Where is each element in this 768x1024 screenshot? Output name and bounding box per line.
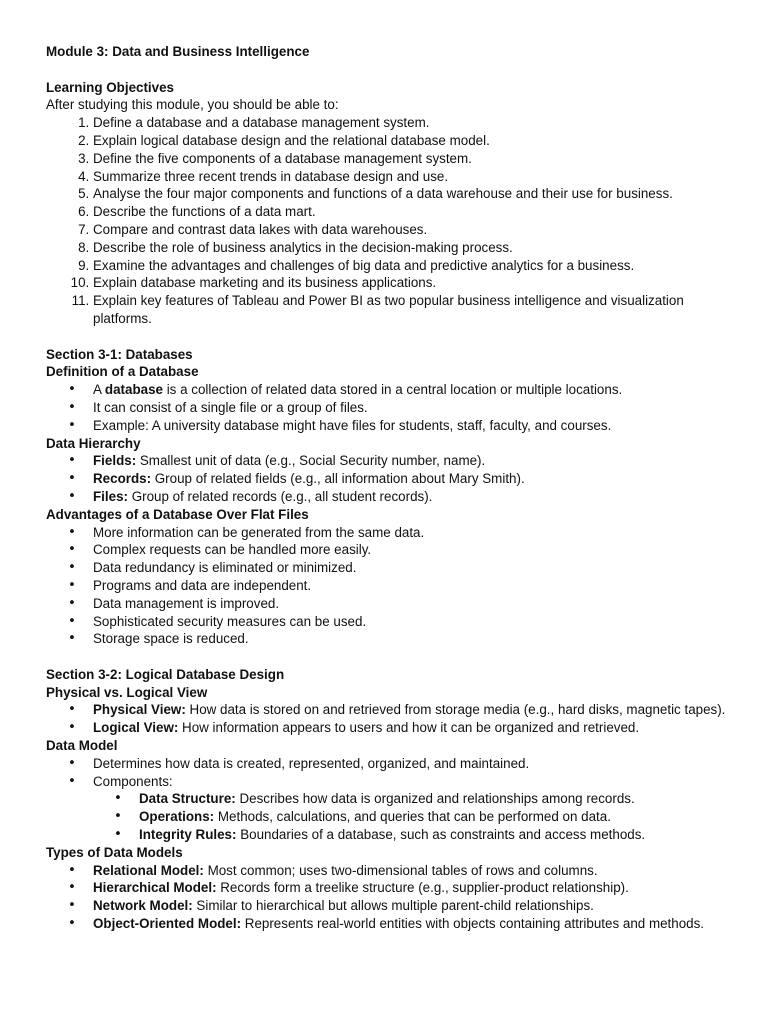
bold-term: Files: (93, 488, 128, 504)
bold-term: Integrity Rules: (139, 827, 237, 843)
list-item: • Example: A university database might have files for students, staff, faculty, and courses. (93, 417, 728, 435)
types-heading: Types of Data Models (46, 844, 183, 860)
text-run: is a collection of related data stored in a central location or multiple locations. (162, 382, 623, 398)
list-item: • More information can be generated from the same data. (93, 524, 728, 542)
advantages-heading: Advantages of a Database Over Flat Files (46, 506, 309, 522)
list-item (139, 826, 728, 844)
objective-item: 2. Explain logical database design and the relational database model. (93, 132, 728, 150)
text-run: Represents real-world entities with objects containing attributes and methods. (241, 916, 705, 932)
module-title: Module 3: Data and Business Intelligence (46, 44, 310, 59)
list-item (139, 790, 728, 808)
hierarchy-heading: Data Hierarchy (46, 435, 141, 451)
bold-term: Physical View: (93, 702, 186, 718)
objective-item: 1. Define a database and a database management system. (93, 114, 728, 132)
list-item (139, 808, 728, 826)
objective-item: 3. Define the five components of a database management system. (93, 150, 728, 168)
text-run: Group of related fields (e.g., all information about Mary Smith). (151, 471, 525, 487)
data-model-heading: Data Model (46, 738, 118, 754)
list-item (93, 488, 728, 506)
bold-term: Data Structure: (139, 791, 236, 807)
objective-item: 11. Explain key features of Tableau and Power BI as two popular business intelligence and visualization platforms. (93, 292, 728, 328)
objective-item: 10. Explain database marketing and its business applications. (93, 274, 728, 292)
spacer (46, 61, 728, 79)
list-item: • Programs and data are independent. (93, 577, 728, 595)
list-item (93, 862, 728, 880)
text-run: How information appears to users and how it can be organized and retrieved. (178, 720, 640, 736)
bold-term: Logical View: (93, 720, 179, 736)
list-item (93, 773, 728, 844)
advantages-list (46, 524, 728, 649)
text-run: Components: (93, 773, 173, 789)
text-run: A (93, 382, 105, 398)
objectives-heading: Learning Objectives (46, 79, 174, 95)
list-item: • Data management is improved. (93, 595, 728, 613)
objective-item: 5. Analyse the four major components and functions of a data warehouse and their use for business. (93, 185, 728, 203)
bold-term: Operations: (139, 809, 215, 825)
components-list (93, 790, 728, 843)
objective-item: 9. Examine the advantages and challenges of big data and predictive analytics for a business. (93, 257, 728, 275)
list-item: • Complex requests can be handled more easily. (93, 541, 728, 559)
objective-item: 6. Describe the functions of a data mart. (93, 203, 728, 221)
text-run: How data is stored on and retrieved from storage media (e.g., hard disks, magnetic tapes). (185, 702, 726, 718)
types-list (46, 862, 728, 933)
objective-item: 7. Compare and contrast data lakes with data warehouses. (93, 221, 728, 239)
data-model-list (46, 755, 728, 844)
spacer (46, 328, 728, 346)
spacer (46, 648, 728, 666)
list-item (93, 897, 728, 915)
objectives-intro: After studying this module, you should be able to: (46, 97, 339, 113)
list-item (93, 452, 728, 470)
definition-heading: Definition of a Database (46, 364, 199, 380)
list-item (93, 879, 728, 897)
text-run: Similar to hierarchical but allows multiple parent-child relationships. (192, 898, 594, 914)
list-item (93, 719, 728, 737)
list-item: • Storage space is reduced. (93, 630, 728, 648)
views-heading: Physical vs. Logical View (46, 684, 208, 700)
bold-term: Fields: (93, 453, 137, 469)
objective-item: 4. Summarize three recent trends in database design and use. (93, 168, 728, 186)
bold-term: Network Model: (93, 898, 193, 914)
list-item: • It can consist of a single file or a group of files. (93, 399, 728, 417)
list-item (93, 915, 728, 933)
list-item (93, 701, 728, 719)
text-run: Boundaries of a database, such as constraints and access methods. (236, 827, 646, 843)
section-1-heading: Section 3-1: Databases (46, 346, 193, 362)
definition-list (46, 381, 728, 434)
text-run: Most common; uses two-dimensional tables of rows and columns. (203, 862, 598, 878)
views-list (46, 701, 728, 737)
list-item: • Data redundancy is eliminated or minimized. (93, 559, 728, 577)
bold-term: Relational Model: (93, 862, 204, 878)
hierarchy-list (46, 452, 728, 505)
section-2-heading: Section 3-2: Logical Database Design (46, 666, 285, 682)
objectives-list (46, 114, 728, 328)
list-item: • Sophisticated security measures can be used. (93, 613, 728, 631)
text-run: Methods, calculations, and queries that can be performed on data. (214, 809, 611, 825)
list-item (93, 470, 728, 488)
bold-term: Records: (93, 471, 152, 487)
bold-term: database (104, 382, 163, 398)
list-item: • Determines how data is created, represented, organized, and maintained. (93, 755, 728, 773)
list-item (93, 381, 728, 399)
text-run: Group of related records (e.g., all student records). (127, 488, 433, 504)
bold-term: Hierarchical Model: (93, 880, 217, 896)
bold-term: Object-Oriented Model: (93, 916, 242, 932)
text-run: Smallest unit of data (e.g., Social Security number, name). (136, 453, 486, 469)
text-run: Describes how data is organized and relationships among records. (235, 791, 635, 807)
text-run: Records form a treelike structure (e.g., supplier-product relationship). (216, 880, 629, 896)
objective-item: 8. Describe the role of business analytics in the decision-making process. (93, 239, 728, 257)
